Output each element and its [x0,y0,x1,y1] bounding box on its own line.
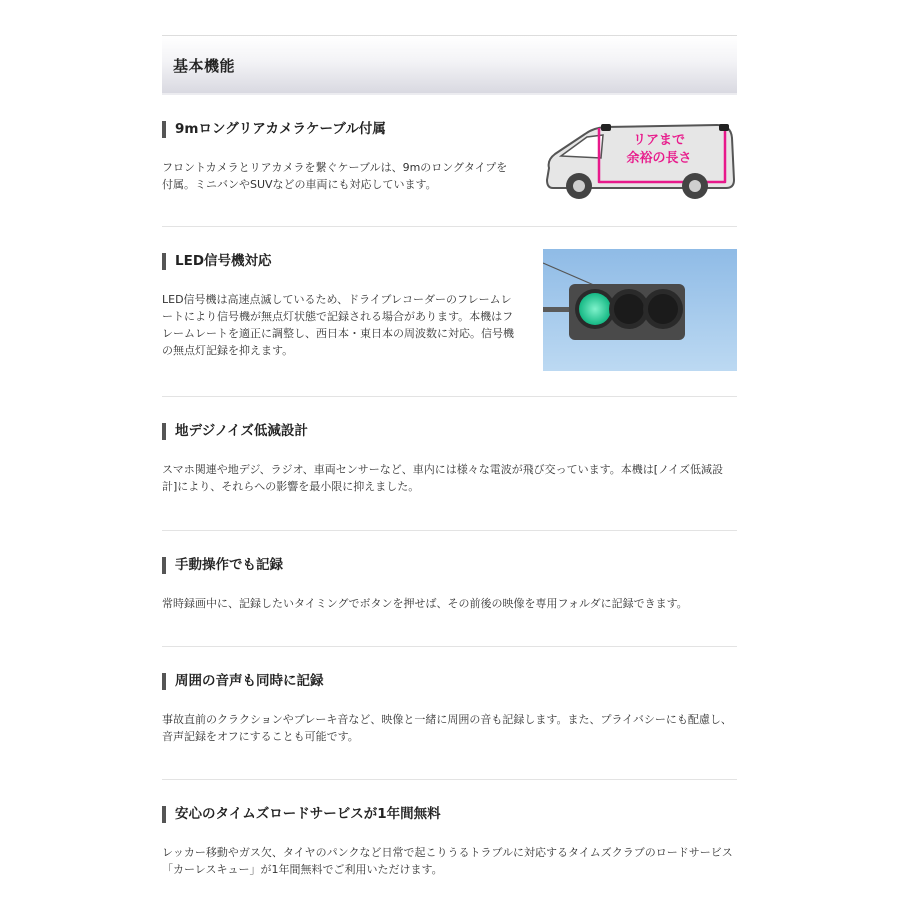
van-label-line2: 余裕の長さ [626,151,692,166]
feature-noise-reduction [162,397,737,531]
section-heading: 手動操作でも記録 [162,557,283,574]
feature-list [162,35,737,900]
section-text: 事故直前のクラクションやブレーキ音など、映像と一緒に周囲の音も記録します。また、プライバシーにも配慮し、音声記録をオフにすることも可能です。 [162,713,732,743]
section-text: レッカー移動やガス欠、タイヤのパンクなど日常で起こりうるトラブルに対応するタイムズクラブのロードサービス「カーレスキュー」が1年間無料でご利用いただけます。 [162,846,733,876]
section-text: LED信号機は高速点滅しているため、ドライブレコーダーのフレームレートにより信号機が無点灯状態で記録される場合があります。本機はフレームレートを適正に調整し、西日本・東日本の周波数に対応。信号機の無点灯記録を抑えます。 [162,293,514,357]
page-title: 基本機能 [173,57,236,75]
section-heading: 9mロングリアカメラケーブル付属 [162,121,386,138]
feature-audio-record [162,647,737,780]
feature-road-service [162,780,737,900]
section-heading: 周囲の音声も同時に記録 [162,673,324,690]
section-heading: 安心のタイムズロードサービスが1年間無料 [162,806,441,823]
section-text: フロントカメラとリアカメラを繋ぐケーブルは、9mのロングタイプを付属。ミニバンやSUVなどの車両にも対応しています。 [162,161,508,191]
feature-led-signal [162,227,737,397]
van-illustration [541,120,737,202]
van-icon [541,120,737,202]
section-heading: 地デジノイズ低減設計 [162,423,308,440]
feature-manual-record [162,531,737,647]
section-text: スマホ関連や地デジ、ラジオ、車両センサーなど、車内には様々な電波が飛び交っています。本機は[ノイズ低減設計]により、それらへの影響を最小限に抑えました。 [162,463,723,493]
van-label-line1: リアまで [632,133,686,148]
section-heading: LED信号機対応 [162,253,272,270]
section-header [162,36,737,93]
traffic-light-icon [543,249,737,371]
section-text: 常時録画中に、記録したいタイミングでボタンを押せば、その前後の映像を専用フォルダに記録できます。 [162,597,688,610]
traffic-signal-photo [543,249,737,371]
feature-rear-cable [162,95,737,227]
